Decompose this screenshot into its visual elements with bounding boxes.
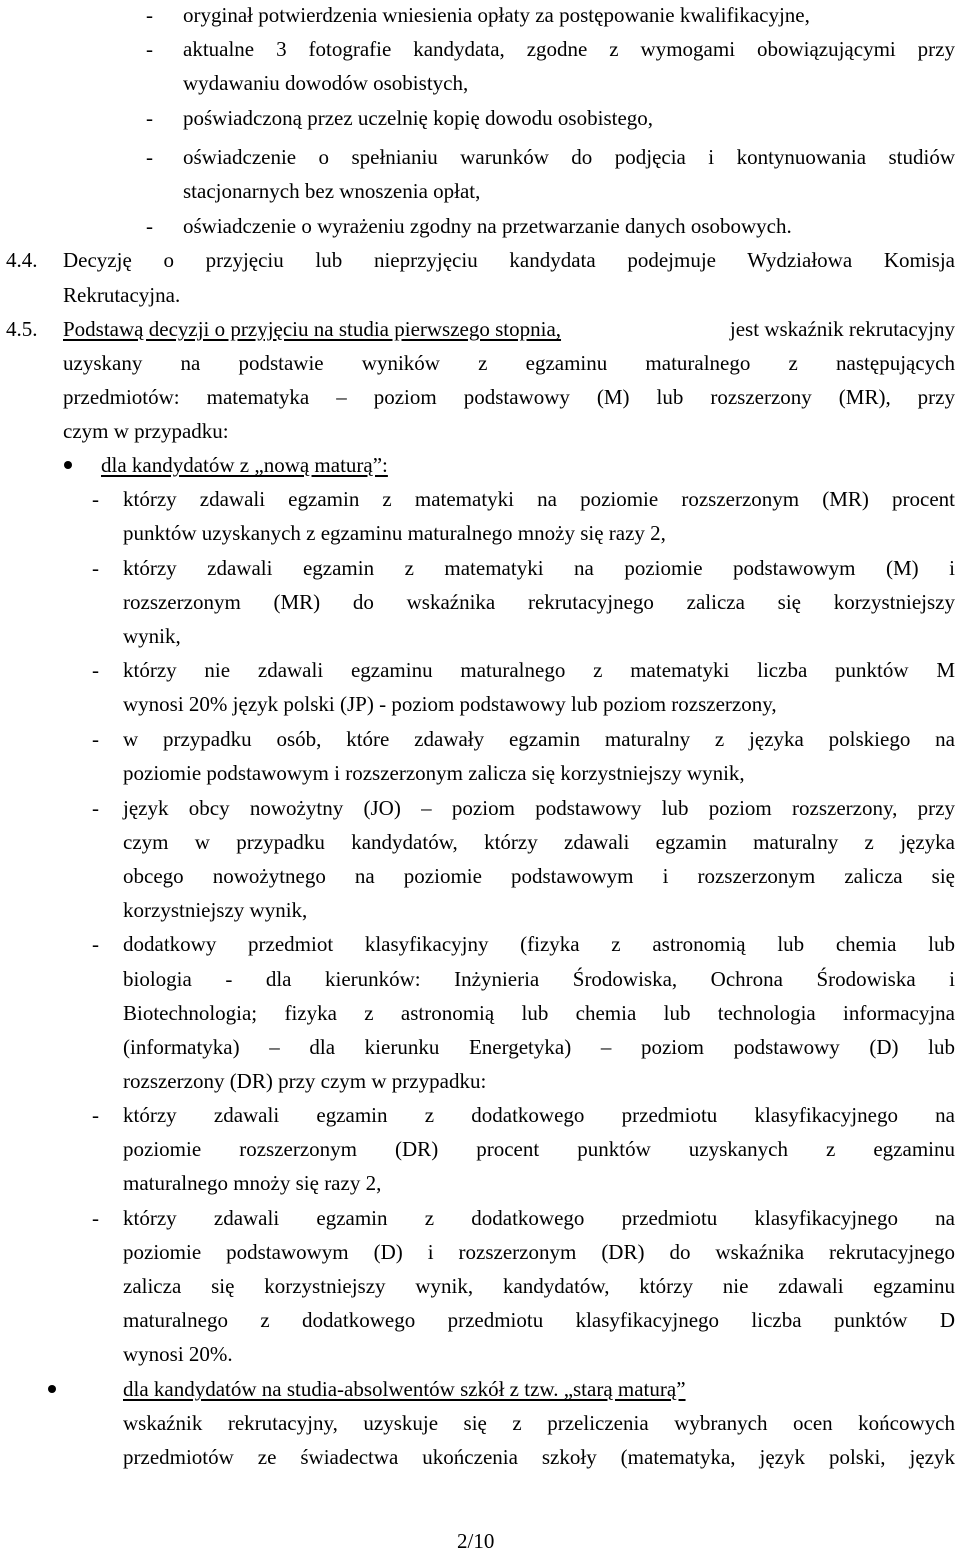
list-dash: - xyxy=(92,727,99,751)
list-item-text: którzy zdawali egzamin z dodatkowego przedmiotu klasyfikacyjnego na xyxy=(123,1103,955,1127)
list-dash: - xyxy=(92,658,99,682)
paragraph-line: uzyskany na podstawie wyników z egzaminu maturalnego z następujących xyxy=(63,351,955,375)
section-number: 4.5. xyxy=(6,317,38,341)
list-item-text: biologia - dla kierunków: Inżynieria Środowiska, Ochrona Środowiska i xyxy=(123,967,955,991)
list-dash: - xyxy=(146,214,153,238)
list-item-text: język obcy nowożytny (JO) – poziom podstawowy lub poziom rozszerzony, przy xyxy=(123,796,955,820)
list-item-text: wynik, xyxy=(123,624,181,648)
list-dash: - xyxy=(146,145,153,169)
list-item-text: którzy zdawali egzamin z matematyki na poziomie podstawowym (M) i xyxy=(123,556,955,580)
list-item-text: poziomie podstawowym i rozszerzonym zalicza się korzystniejszy wynik, xyxy=(123,761,745,785)
list-item-text: czym w przypadku kandydatów, którzy zdawali egzamin maturalny z języka xyxy=(123,830,955,854)
list-dash: - xyxy=(146,106,153,130)
list-item-text: którzy zdawali egzamin z matematyki na poziomie rozszerzonym (MR) procent xyxy=(123,487,955,511)
list-item-text: rozszerzony (DR) przy czym w przypadku: xyxy=(123,1069,487,1093)
list-item-text: stacjonarnych bez wnoszenia opłat, xyxy=(183,179,481,203)
underlined-phrase: Podstawą decyzji o przyjęciu na studia pierwszego stopnia, xyxy=(63,317,562,341)
bullet-heading: dla kandydatów na studia-absolwentów szkół z tzw. „starą maturą” xyxy=(123,1377,686,1401)
list-item-text: którzy nie zdawali egzaminu maturalnego z matematyki liczba punktów M xyxy=(123,658,955,682)
list-item-text: korzystniejszy wynik, xyxy=(123,898,308,922)
section-number: 4.4. xyxy=(6,248,38,272)
list-dash: - xyxy=(92,932,99,956)
list-dash: - xyxy=(92,1103,99,1127)
paragraph-line-rest: jest wskaźnik rekrutacyjny xyxy=(729,317,955,341)
list-dash: - xyxy=(92,1206,99,1230)
list-item-text: dodatkowy przedmiot klasyfikacyjny (fizyka z astronomią lub chemia lub xyxy=(123,932,955,956)
bullet-icon xyxy=(48,1385,56,1393)
page-number: 2/10 xyxy=(457,1529,495,1553)
list-dash: - xyxy=(146,37,153,61)
list-dash: - xyxy=(92,556,99,580)
list-item-text: oświadczenie o wyrażeniu zgodny na przetwarzanie danych osobowych. xyxy=(183,214,792,238)
list-item-text: poświadczoną przez uczelnię kopię dowodu osobistego, xyxy=(183,106,654,130)
list-item-text: zalicza się korzystniejszy wynik, kandydatów, którzy nie zdawali egzaminu xyxy=(123,1274,955,1298)
list-dash: - xyxy=(146,3,153,27)
paragraph-line: przedmiotów ze świadectwa ukończenia szkoły (matematyka, język polski, język xyxy=(123,1445,955,1469)
list-item-text: wynosi 20%. xyxy=(123,1342,233,1366)
list-item-text: rozszerzonym (MR) do wskaźnika rekrutacyjnego zalicza się korzystniejszy xyxy=(123,590,955,614)
paragraph-line: wskaźnik rekrutacyjny, uzyskuje się z przeliczenia wybranych ocen końcowych xyxy=(123,1411,955,1435)
list-item-text: maturalnego z dodatkowego przedmiotu klasyfikacyjnego liczba punktów D xyxy=(123,1308,955,1332)
paragraph-line: Rekrutacyjna. xyxy=(63,283,181,307)
list-item-text: (informatyka) – dla kierunku Energetyka) – poziom podstawowy (D) lub xyxy=(123,1035,955,1059)
bullet-icon xyxy=(64,461,72,469)
list-item-text: którzy zdawali egzamin z dodatkowego przedmiotu klasyfikacyjnego na xyxy=(123,1206,955,1230)
list-item-text: oryginał potwierdzenia wniesienia opłaty za postępowanie kwalifikacyjne, xyxy=(183,3,810,27)
list-item-text: obcego nowożytnego na poziomie podstawowym i rozszerzonym zalicza się xyxy=(123,864,955,888)
list-item-text: poziomie rozszerzonym (DR) procent punktów uzyskanych z egzaminu xyxy=(123,1137,955,1161)
list-dash: - xyxy=(92,487,99,511)
list-item-text: Biotechnologia; fizyka z astronomią lub chemia lub technologia informacyjna xyxy=(123,1001,955,1025)
list-item-text: maturalnego mnoży się razy 2, xyxy=(123,1171,382,1195)
paragraph-line: Decyzję o przyjęciu lub nieprzyjęciu kandydata podejmuje Wydziałowa Komisja xyxy=(63,248,955,272)
paragraph-line xyxy=(63,312,955,346)
list-dash: - xyxy=(92,796,99,820)
list-item-text: aktualne 3 fotografie kandydata, zgodne z wymogami obowiązującymi przy xyxy=(183,37,955,61)
list-item-text: poziomie podstawowym (D) i rozszerzonym (DR) do wskaźnika rekrutacyjnego xyxy=(123,1240,955,1264)
list-item-text: punktów uzyskanych z egzaminu maturalnego mnoży się razy 2, xyxy=(123,521,666,545)
paragraph-line: czym w przypadku: xyxy=(63,419,229,443)
list-item-text: wynosi 20% język polski (JP) - poziom podstawowy lub poziom rozszerzony, xyxy=(123,692,777,716)
paragraph-line: przedmiotów: matematyka – poziom podstawowy (M) lub rozszerzony (MR), przy xyxy=(63,385,955,409)
bullet-heading: dla kandydatów z „nową maturą”: xyxy=(101,453,388,477)
list-item-text: w przypadku osób, które zdawały egzamin maturalny z języka polskiego na xyxy=(123,727,955,751)
list-item-text: wydawaniu dowodów osobistych, xyxy=(183,71,469,95)
list-item-text: oświadczenie o spełnianiu warunków do podjęcia i kontynuowania studiów xyxy=(183,145,955,169)
